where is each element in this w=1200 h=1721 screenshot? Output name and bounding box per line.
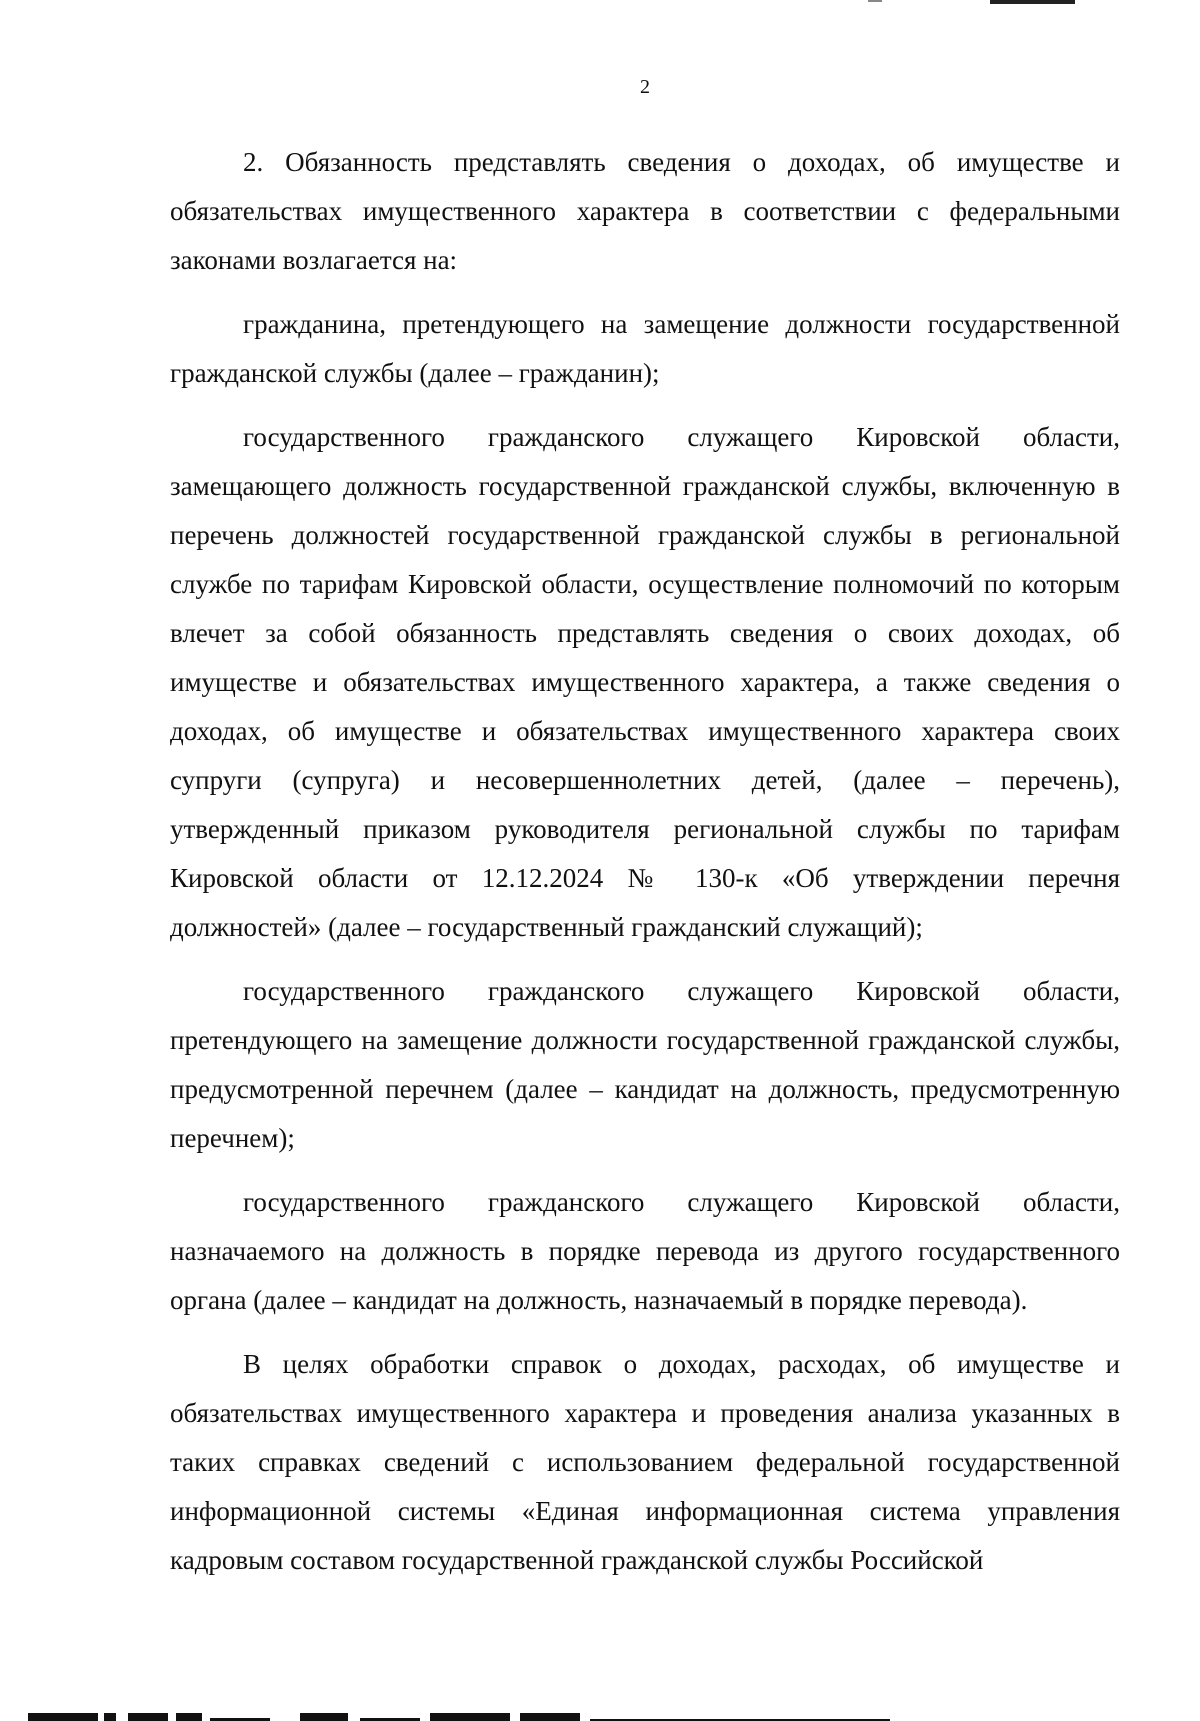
scan-artifact-top-small <box>868 0 882 2</box>
paragraph-candidate-transfer: государственного гражданского служащего Кировской области, назначаемого на должность в порядке перевода из другого государственного органа (далее – кандидат на должность, назначаемый в порядке перевода). <box>170 1187 1120 1315</box>
paragraph-processing-purpose: В целях обработки справок о доходах, расходах, об имуществе и обязательствах имущественного характера и проведения анализа указанных в таких справках сведений с использованием федеральной государственной информационной системы «Единая информационная система управления кадровым составом государственной гражданской службы Российской <box>170 1349 1120 1575</box>
document-body <box>170 138 1120 1585</box>
paragraph-civil-servant: государственного гражданского служащего Кировской области, замещающего должность государственной гражданской службы, включенную в перечень должностей государственной гражданской службы в региональной службе по тарифам Кировской области, осуществление полномочий по которым влечет за собой обязанность представлять сведения о своих доходах, об имуществе и обязательствах имущественного характера, а также сведения о доходах, об имуществе и обязательствах имущественного характера своих супруги (супруга) и несовершеннолетних детей, (далее – перечень), утвержденный приказом руководителя региональной службы по тарифам Кировской области от 12.12.2024 № 130-к «Об утверждении перечня должностей» (далее – государственный гражданский служащий); <box>170 422 1120 942</box>
scan-artifact-top <box>990 0 1075 4</box>
scan-artifact-bottom <box>0 1707 900 1721</box>
paragraph-obligation-intro: 2. Обязанность представлять сведения о доходах, об имуществе и обязательствах имущественного характера в соответствии с федеральными законами возлагается на: <box>170 147 1120 275</box>
paragraph-candidate-list: государственного гражданского служащего Кировской области, претендующего на замещение должности государственной гражданской службы, предусмотренной перечнем (далее – кандидат на должность, предусмотренную перечнем); <box>170 976 1120 1153</box>
paragraph-citizen: гражданина, претендующего на замещение должности государственной гражданской службы (далее – гражданин); <box>170 309 1120 388</box>
page-number: 2 <box>640 76 650 98</box>
